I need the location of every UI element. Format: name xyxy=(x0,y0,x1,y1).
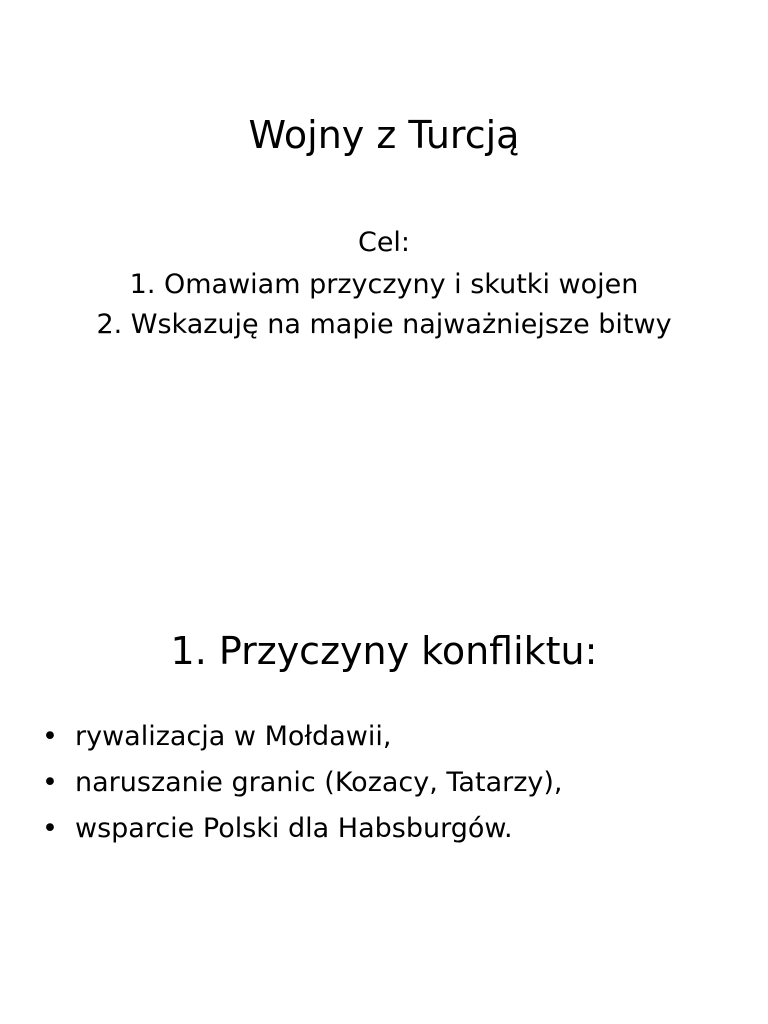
list-item xyxy=(42,714,742,760)
slide-2 xyxy=(0,512,768,1024)
goal-item-2: 2. Wskazuję na mapie najważniejsze bitwy xyxy=(96,309,672,340)
bullet-icon: • xyxy=(42,721,58,752)
bullet-icon: • xyxy=(42,813,58,844)
goal-label: Cel: xyxy=(357,227,411,258)
list-item xyxy=(42,760,742,806)
list-item-text: rywalizacja w Mołdawii, xyxy=(75,721,392,752)
list-item-text: wsparcie Polski dla Habsburgów. xyxy=(75,813,513,844)
slide-1-subtitle xyxy=(84,222,684,344)
causes-list xyxy=(42,714,742,852)
slide-2-title: 1. Przyczyny konfliktu: xyxy=(170,629,598,673)
list-item-text: naruszanie granic (Kozacy, Tatarzy), xyxy=(75,767,563,798)
goal-item-1: 1. Omawiam przyczyny i skutki wojen xyxy=(129,269,639,300)
bullet-icon: • xyxy=(42,767,58,798)
slide-1-title: Wojny z Turcją xyxy=(248,113,520,157)
list-item xyxy=(42,806,742,852)
